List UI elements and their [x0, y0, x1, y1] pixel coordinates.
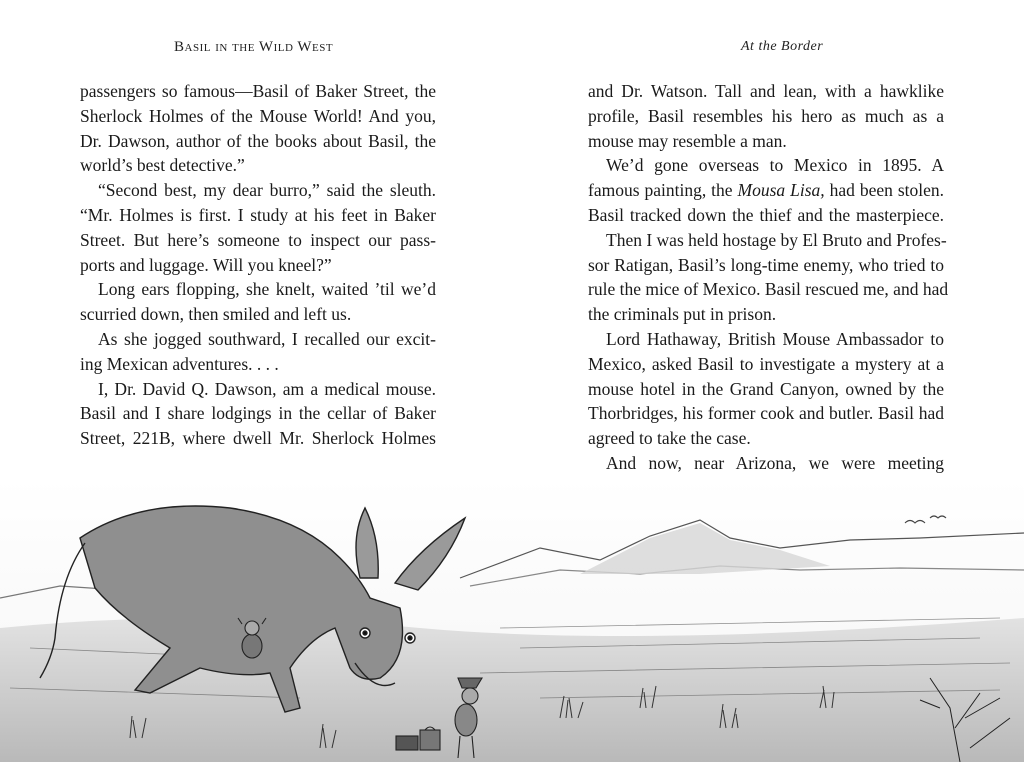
text-line: ing Mexican adventures. . . .	[80, 353, 279, 374]
text-line: mouse hotel in the Grand Canyon, owned by the	[588, 378, 944, 399]
text-line: scurried down, then smiled and left us.	[80, 304, 352, 325]
painting-title: Mousa Lisa,	[737, 180, 825, 201]
text-line: Long ears flopping, she knelt, waited ’til we’d	[98, 279, 436, 300]
text-line: Then I was held hostage by El Bruto and Profes-	[606, 229, 947, 250]
text-line: rule the mice of Mexico. Basil rescued me, and had	[588, 279, 949, 300]
text-line: the criminals put in prison.	[588, 304, 777, 325]
text-line: “Mr. Holmes is first. I study at his feet in Baker	[80, 204, 436, 225]
text-line: Dr. Dawson, author of the books about Basil, the	[80, 130, 436, 151]
text-line: ports and luggage. Will you kneel?”	[80, 254, 332, 275]
text-line: We’d gone overseas to Mexico in 1895. A	[606, 155, 944, 176]
text-line: mouse may resemble a man.	[588, 130, 787, 151]
left-page-text	[80, 79, 436, 451]
text-line: Basil tracked down the thief and the masterpiece.	[588, 204, 944, 225]
text-line: sor Ratigan, Basil’s long-time enemy, who tried to	[588, 254, 944, 275]
text-line: I, Dr. David Q. Dawson, am a medical mouse.	[98, 378, 436, 399]
text-fragment: had been stolen.	[824, 180, 944, 201]
text-line: Street. But here’s someone to inspect our pass-	[80, 229, 436, 250]
text-line: Street, 221B, where dwell Mr. Sherlock Holmes	[80, 428, 436, 449]
text-line: world’s best detective.”	[80, 155, 245, 176]
text-line: As she jogged southward, I recalled our excit-	[98, 328, 436, 349]
running-head-book-title: Basil in the Wild West	[174, 39, 334, 55]
text-line: passengers so famous—Basil of Baker Street, the	[80, 81, 436, 101]
text-line: “Second best, my dear burro,” said the sleuth.	[98, 180, 436, 201]
text-line: Sherlock Holmes of the Mouse World! And you,	[80, 105, 436, 126]
text-line: Basil and I share lodgings in the cellar of Baker	[80, 403, 436, 424]
text-line: Mexico, asked Basil to investigate a mystery at a	[588, 353, 944, 374]
right-page-text	[588, 79, 949, 476]
text-line: profile, Basil resembles his hero as much as a	[588, 105, 944, 126]
burro-illustration	[0, 478, 1024, 762]
text-line: and Dr. Watson. Tall and lean, with a hawklike	[588, 81, 944, 101]
text-line: And now, near Arizona, we were meeting	[606, 452, 944, 473]
text-line: Lord Hathaway, British Mouse Ambassador to	[606, 328, 944, 349]
text-line: Thorbridges, his former cook and butler. Basil had	[588, 403, 944, 424]
text-line	[588, 178, 944, 203]
text-line: agreed to take the case.	[588, 428, 751, 449]
text-fragment: famous painting, the	[588, 180, 738, 201]
running-head-chapter-title: At the Border	[741, 39, 824, 54]
